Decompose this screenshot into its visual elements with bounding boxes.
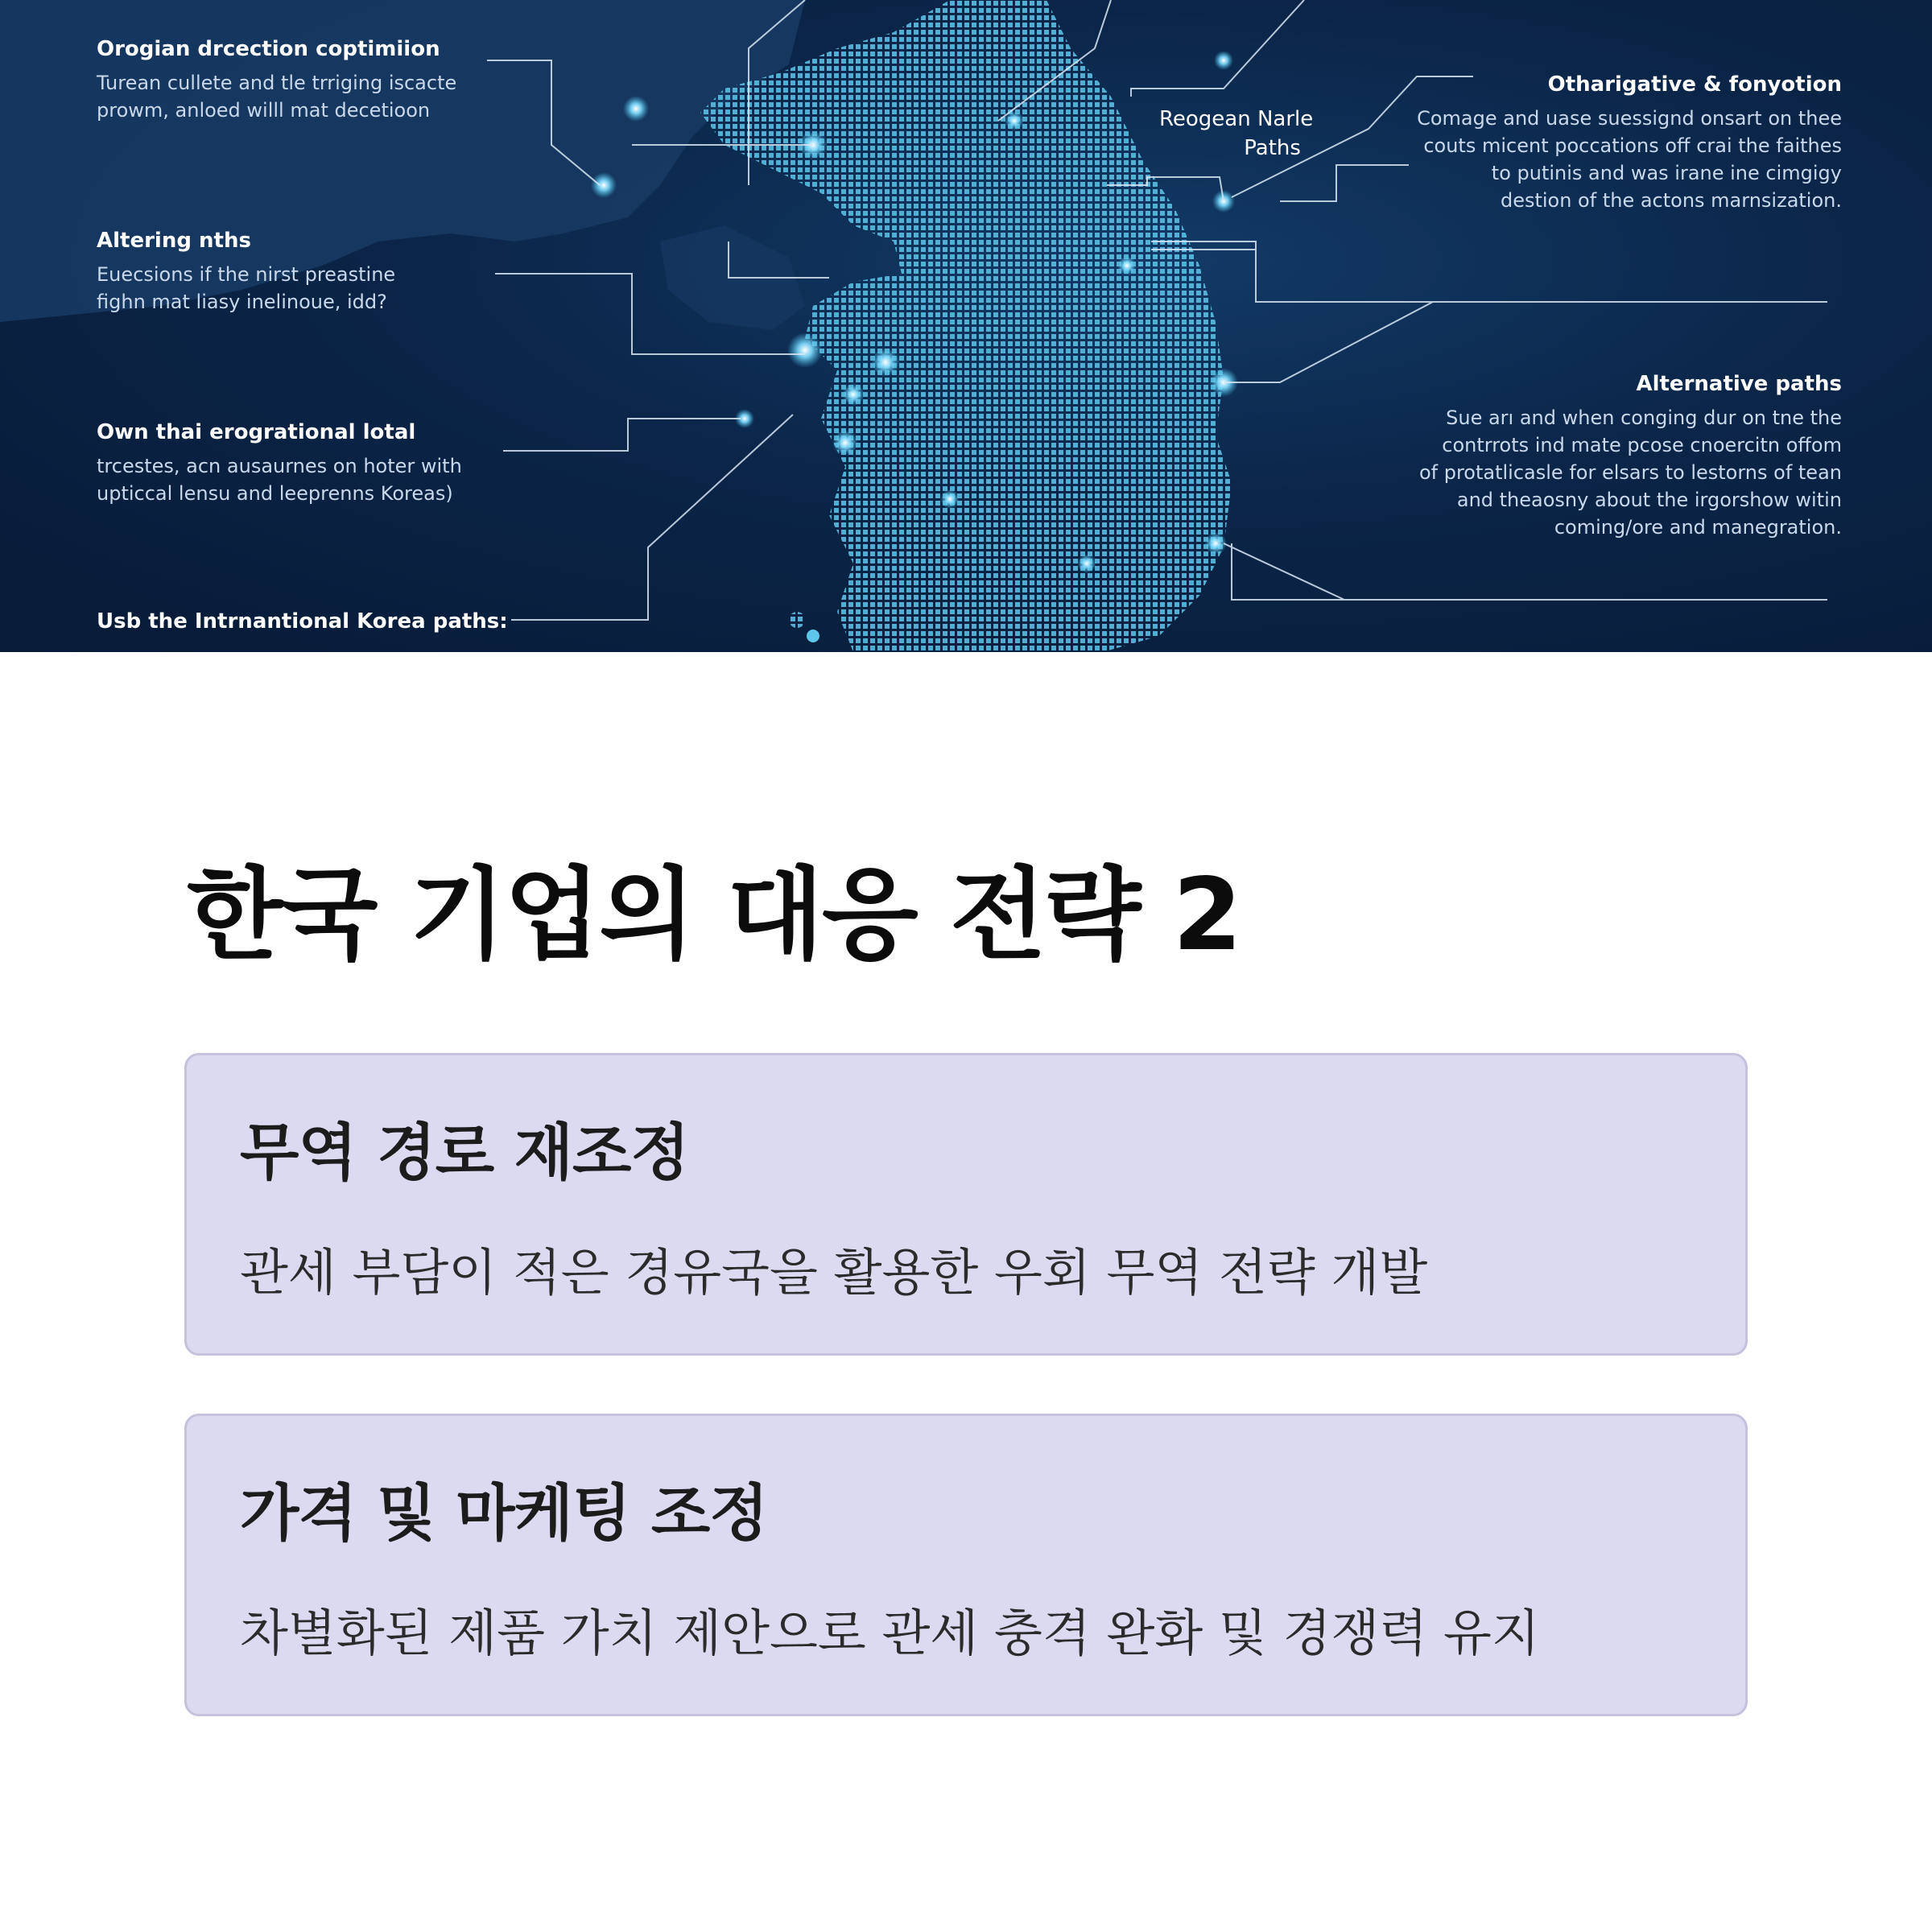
center-label-line: Reogean Narle bbox=[1159, 107, 1314, 131]
slide-title: 한국 기업의 대응 전략 2 bbox=[187, 857, 1241, 973]
callout-body-line: Sue arı and when conging dur on tne the bbox=[1446, 407, 1842, 429]
hero-map-image bbox=[0, 0, 1932, 652]
callout-title: Alternative paths bbox=[1636, 372, 1842, 396]
callout-body-line: Turean cullete and tle trriging iscacte bbox=[97, 72, 457, 94]
callout-left-3 bbox=[97, 420, 462, 507]
callout-body-line: of protatlicasle for elsars to lestorns of tean bbox=[1418, 461, 1842, 484]
card-title: 가격 및 마케팅 조정 bbox=[240, 1477, 768, 1549]
callout-body-line: destion of the actons marnsization. bbox=[1500, 189, 1842, 212]
callout-body-line: to putinis and was irane ine cimgigy bbox=[1491, 162, 1842, 184]
card-description: 관세 부담이 적은 경유국을 활용한 우회 무역 전략 개발 bbox=[240, 1243, 1428, 1302]
callout-title: Own thai erogrational lotal bbox=[97, 420, 416, 444]
card-title: 무역 경로 재조정 bbox=[240, 1117, 689, 1188]
callout-body-line: Euecsions if the nirst preastine bbox=[97, 263, 396, 286]
center-label-line: Paths bbox=[1244, 136, 1301, 160]
callout-title: Usb the Intrnantional Korea paths: bbox=[97, 609, 508, 634]
callout-left-4 bbox=[97, 609, 508, 642]
card-description: 차별화된 제품 가치 제안으로 관세 충격 완화 및 경쟁력 유지 bbox=[240, 1604, 1540, 1662]
callout-body-line: prowm, anloed willl mat decetioon bbox=[97, 99, 431, 122]
callout-title: Otharigative & fonyotion bbox=[1547, 72, 1842, 97]
callout-body-line: coming/ore and manegration. bbox=[1554, 516, 1842, 539]
center-map-label bbox=[1159, 105, 1313, 163]
callout-body-line: Comage and uase suessignd onsart on thee bbox=[1417, 107, 1842, 130]
callout-title: Altering nths bbox=[97, 229, 251, 253]
callout-body-line: fighn mat liasy inelinoue, idd? bbox=[97, 291, 387, 313]
callout-body-line: contrrots ind mate pcose cnoercitn offom bbox=[1442, 434, 1842, 456]
strategy-card-trade-route bbox=[184, 1053, 1748, 1356]
callout-title: Orogian drcection coptimiion bbox=[97, 37, 440, 61]
korea-peninsula bbox=[700, 0, 1232, 652]
callout-body-line: upticcal lensu and leeprenns Koreas) bbox=[97, 482, 453, 505]
callout-body-line: and theaosny about the irgorshow witin bbox=[1456, 489, 1842, 511]
callout-body-line: couts micent poccations off crai the faithes bbox=[1423, 134, 1842, 157]
strategy-card-pricing-marketing bbox=[184, 1414, 1748, 1716]
callout-right-1 bbox=[1417, 72, 1842, 214]
callout-right-2 bbox=[1419, 372, 1842, 541]
callout-body-line: trcestes, acn ausaurnes on hoter with bbox=[97, 455, 462, 477]
callout-left-1 bbox=[97, 37, 456, 124]
callout-left-2 bbox=[97, 229, 395, 316]
